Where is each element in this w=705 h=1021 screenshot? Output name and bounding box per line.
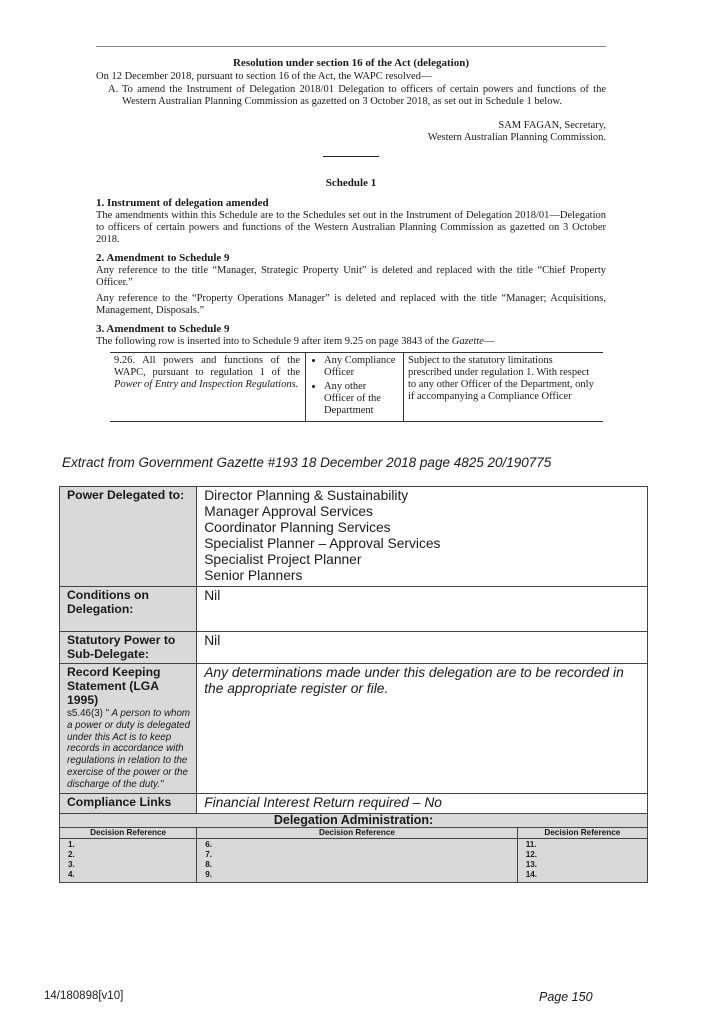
inserted-row — [110, 353, 603, 422]
decision-ref-item: 1. — [68, 839, 75, 849]
decision-ref-item: 11. — [525, 839, 537, 849]
decision-list-row — [60, 838, 648, 882]
decision-reference-header: Decision Reference — [60, 827, 197, 838]
conditions-row — [60, 587, 648, 632]
section-3-heading: 3. Amendment to Schedule 9 — [96, 323, 230, 335]
delegate-title: Director Planning & Sustainability — [204, 488, 409, 503]
item-a-label: A. — [108, 84, 119, 95]
section-3-text-italic: Gazette — [451, 336, 484, 347]
statutory-value: Nil — [197, 632, 648, 664]
decision-ref-item: 9. — [205, 869, 213, 879]
section-3-text-prefix: The following row is inserted into to Schedule 9 after item 9.25 on page 3843 of the — [96, 336, 452, 347]
resolution-title: Resolution under section 16 of the Act (delegation) — [233, 57, 469, 69]
decision-ref-item: 4. — [68, 869, 75, 879]
decision-ref-item: 14. — [525, 869, 538, 879]
power-delegated-label: Power Delegated to: — [60, 487, 197, 587]
admin-heading-row — [60, 813, 648, 827]
inserted-row-table — [110, 352, 603, 422]
compliance-row — [60, 793, 648, 813]
section-3-text — [96, 336, 606, 348]
delegate-title: Senior Planners — [204, 568, 303, 583]
compliance-value: Financial Interest Return required – No — [197, 793, 648, 813]
section-3-text-suffix: — — [483, 336, 495, 347]
record-keeping-ref: s5.46(3) " — [67, 708, 110, 719]
inserted-row-power — [110, 353, 306, 422]
power-delegated-row — [60, 487, 648, 587]
document-reference: 14/180898[v10] — [44, 990, 124, 1002]
conditions-value: Nil — [197, 587, 648, 632]
signatory-org: Western Australian Planning Commission. — [427, 132, 606, 143]
section-2-text-1: Any reference to the title “Manager, Strategic Property Unit” is deleted and replaced with the title “Chief Property Officer.” — [96, 265, 606, 288]
record-keeping-quote: A person to whom a power or duty is delegated under this Act is to keep records in accordance with regulations in relation to the exercise of the power or the discharge of the duty." — [67, 708, 191, 790]
gazette-top-rule — [96, 46, 606, 47]
decision-ref-item: 7. — [205, 849, 213, 859]
decision-header-row — [60, 827, 648, 838]
decision-reference-header: Decision Reference — [517, 827, 647, 838]
power-delegated-value — [197, 487, 648, 587]
delegation-table — [59, 486, 648, 883]
compliance-label: Compliance Links — [60, 793, 197, 813]
decision-ref-item: 8. — [205, 859, 213, 869]
resolution-intro: On 12 December 2018, pursuant to section 16 of the Act, the WAPC resolved— — [96, 71, 432, 82]
record-keeping-note — [67, 708, 192, 791]
decision-ref-item: 2. — [68, 849, 75, 859]
decision-ref-item: 13. — [525, 859, 538, 869]
section-1-heading: 1. Instrument of delegation amended — [96, 197, 269, 209]
admin-heading: Delegation Administration: — [60, 813, 648, 827]
delegate-title: Coordinator Planning Services — [204, 520, 391, 535]
delegate-title: Manager Approval Services — [204, 504, 373, 519]
section-2-heading: 2. Amendment to Schedule 9 — [96, 252, 230, 264]
section-divider — [323, 156, 379, 157]
inserted-row-conditions: Subject to the statutory limitations prescribed under regulation 1. With respect to any other Officer of the Department, only if accompanying a Compliance Officer — [404, 353, 604, 422]
statutory-row — [60, 632, 648, 664]
decision-list-col-2 — [197, 838, 517, 882]
delegate-bullet: • Any Compliance Officer — [324, 355, 398, 379]
section-2-text-2: Any reference to the “Property Operations Manager” is deleted and replaced with the title “Manager; Acquisitions, Management, Disposals.” — [96, 293, 606, 316]
resolution-item-a — [96, 84, 606, 108]
gazette-extract — [96, 46, 606, 422]
schedule-title: Schedule 1 — [325, 177, 377, 189]
decision-list-col-3 — [517, 838, 647, 882]
record-keeping-label-cell — [60, 664, 197, 794]
conditions-label: Conditions on Delegation: — [60, 587, 197, 632]
decision-reference-header: Decision Reference — [197, 827, 517, 838]
inserted-row-power-text: 9.26. All powers and functions of the WAPC, pursuant to regulation 1 of the — [114, 355, 300, 378]
section-1-text: The amendments within this Schedule are to the Schedules set out in the Instrument of Delegation 2018/01—Delegation to officers of certain powers and functions of the Western Australian Planning Commission as gazetted on 3 October 2018. — [96, 210, 606, 245]
extract-caption: Extract from Government Gazette #193 18 December 2018 page 4825 20/190775 — [62, 455, 552, 470]
statutory-label: Statutory Power to Sub-Delegate: — [60, 632, 197, 664]
delegate-title: Specialist Planner – Approval Services — [204, 536, 441, 551]
record-keeping-row — [60, 664, 648, 794]
delegate-bullet: • Any other Officer of the Department — [324, 381, 398, 417]
signatory-name: SAM FAGAN, Secretary, — [498, 120, 606, 131]
signature-block — [96, 120, 606, 144]
item-a-text: To amend the Instrument of Delegation 2018/01 Delegation to officers of certain powers and functions of the Western Australian Planning Commission as gazetted on 3 October 2018, as set out in Schedule 1 below. — [122, 84, 606, 107]
delegate-bullet-list — [310, 355, 398, 417]
record-keeping-value: Any determinations made under this delegation are to be recorded in the appropriate register or file. — [197, 664, 648, 794]
decision-list-col-1 — [60, 838, 197, 882]
decision-ref-item: 3. — [68, 859, 75, 869]
record-keeping-label: Record Keeping Statement (LGA 1995) — [67, 665, 161, 707]
decision-ref-item: 6. — [205, 839, 213, 849]
delegate-title: Specialist Project Planner — [204, 552, 362, 567]
inserted-row-power-italic: Power of Entry and Inspection Regulations. — [114, 379, 299, 390]
inserted-row-delegate — [306, 353, 404, 422]
page-number: Page 150 — [539, 990, 593, 1004]
decision-ref-item: 12. — [525, 849, 538, 859]
